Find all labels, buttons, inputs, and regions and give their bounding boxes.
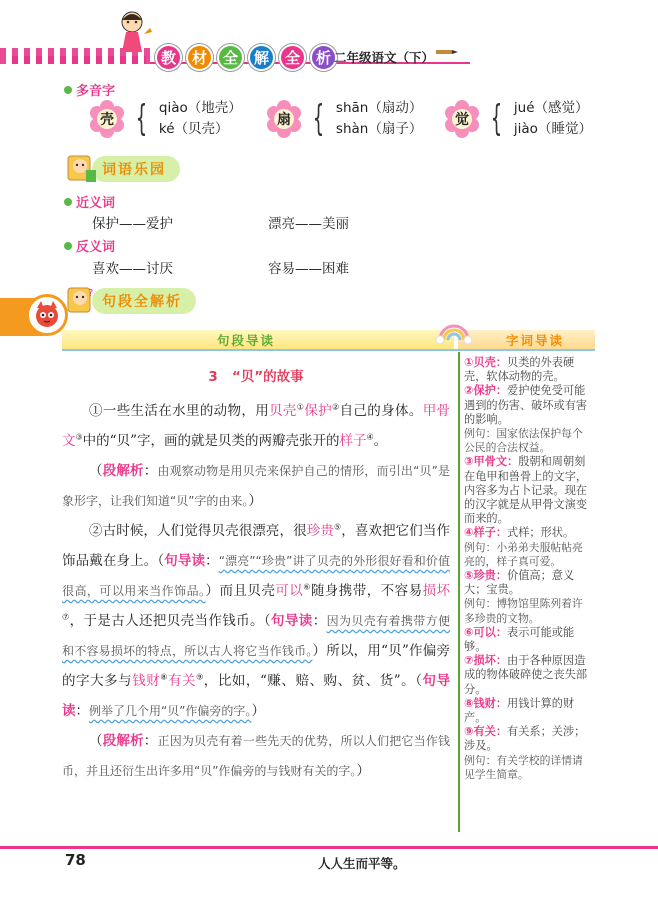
flower-icon: 壳 [88, 100, 126, 138]
flower-icon: 觉 [443, 100, 481, 138]
polyphone-item [443, 98, 592, 140]
antonym-label: 反义词 [64, 236, 115, 255]
bullet-dot [64, 198, 72, 206]
book-kid-icon [66, 284, 98, 318]
note-item: ②保护：爱护使免受可能遇到的伤害、破坏或有害的影响。 [464, 384, 588, 426]
key-word: 保护 [304, 403, 333, 419]
key-word: 样子 [339, 433, 367, 449]
note-example: 例句：国家依法保护每个公民的合法权益。 [464, 427, 583, 455]
pencil-icon [436, 47, 458, 57]
juduan-title: 句段全解析 [92, 288, 196, 314]
polyphone-item [88, 98, 242, 140]
section-bar-right [458, 330, 595, 350]
note-item: ⑧钱财：用钱计算的财产。 [464, 696, 575, 725]
bullet-dot [64, 86, 72, 94]
note-item: ①贝壳：贝类的外表硬壳，软体动物的壳。 [464, 356, 575, 384]
page-header [0, 0, 658, 85]
readings: jué（感觉） jiào（睡觉） [513, 100, 592, 137]
guide-note: “漂亮”“珍贵”讲了贝壳的外形很好看和价值很高，可以用来当作饰品。 [62, 554, 450, 598]
title-char: 全 [279, 44, 306, 71]
note-example: 例句：有关学校的详情请见学生简章。 [464, 753, 583, 781]
mascot-icon [112, 8, 152, 58]
antonym-pair: 喜欢——讨厌 [92, 261, 173, 277]
flower-icon: 扇 [265, 100, 303, 138]
guide-note: 例举了几个用“贝”作偏旁的字。 [89, 704, 252, 718]
key-word: 损坏 [422, 583, 451, 599]
brace: { [135, 98, 148, 139]
rainbow-cloud-icon [434, 320, 474, 344]
footer-motto: 人人生而平等。 [318, 856, 406, 871]
title-char: 全 [217, 44, 244, 71]
readings: shān（扇动） shàn（扇子） [335, 100, 423, 137]
grade-label: 二年级语文（下） [334, 50, 435, 65]
key-word: 钱财 [132, 673, 161, 689]
key-word: 甲骨文 [62, 403, 451, 449]
footer-rule [0, 846, 658, 849]
paragraph-1: ①一些生活在水里的动物，用贝壳①保护②自己的身体。甲骨文③中的“贝”字，画的就是贝类的两瓣壳张开的样子④。 [62, 402, 451, 449]
page-number: 78 [65, 851, 86, 869]
bar-left-label: 句段导读 [217, 333, 276, 348]
svg-text:?: ? [88, 288, 94, 299]
analysis-1: （段解析：由观察动物是用贝壳来保护自己的情形，而引出“贝”是象形字，让我们知道“贝”字的由来。） [62, 463, 451, 509]
polyphone-item [265, 98, 422, 140]
title-char: 析 [310, 44, 337, 71]
guide-note: 因为贝壳有着携带方便和不容易损坏的特点，所以古人将它当作钱币。 [62, 614, 451, 658]
synonym-pair: 保护——爱护 [92, 216, 173, 232]
brace: { [490, 98, 503, 139]
title-char: 材 [186, 44, 213, 71]
vocab-notes [458, 352, 595, 832]
note-item: ⑨有关：有关系；关涉；涉及。 [464, 725, 586, 753]
polyphone-label: 多音字 [64, 80, 115, 99]
analysis-2: （段解析：正因为贝壳有着一些先天的优势，所以人们把它当作钱币，并且还衍生出许多用“贝”作偏旁的与钱财有关的字。） [62, 733, 451, 779]
readings: qiào（地壳） ké（贝壳） [158, 100, 242, 137]
antonym-pair: 容易——困难 [268, 261, 349, 277]
key-word: 贝壳 [269, 403, 297, 419]
ciyu-banner [66, 152, 180, 186]
note-example: 例句：博物馆里陈列着许多珍贵的文物。 [464, 597, 583, 625]
bullet-dot [64, 242, 72, 250]
paragraph-2: ②古时候，人们觉得贝壳很漂亮，很珍贵⑤，喜欢把它们当作饰品戴在身上。（句导读：“漂亮”“珍贵”讲了贝壳的外形很好看和价值很高，可以用来当作饰品。）而且贝壳可以⑥随身携带，不容易损坏⑦，于是古人还把贝壳当作钱币。（句导读：因为贝壳有着携带方便和不容易损坏的特点，所以古人将它当作钱币。）所以，用“贝”作偏旁的字大多与钱财⑧有关⑨，比如，“赚、赔、购、贫、货”。（句导读：例举了几个用“贝”作偏旁的字。） [62, 522, 451, 719]
passage [62, 362, 450, 786]
bar-right-label: 字词导读 [506, 333, 565, 348]
note-item: ⑦损坏：由于各种原因造成的物体破碎使之丧失部分。 [464, 654, 588, 696]
title-char: 解 [248, 44, 275, 71]
note-example: 例句：小弟弟夫服帖帖亮亮的，样子真可爱。 [464, 540, 583, 568]
title-char: 教 [155, 44, 182, 71]
note-item: ④样子：式样；形状。 [464, 526, 575, 540]
note-item: ⑤珍贵：价值高；意义大；宝贵。 [464, 569, 575, 597]
juduan-banner [66, 284, 196, 318]
note-item: ③甲骨文：殷朝和周朝刻在龟甲和兽骨上的文字，内容多为占卜记录。现在的汉字就是从甲骨文演变而来的。 [464, 455, 588, 526]
key-word: 有关 [168, 673, 197, 689]
key-word: 可以 [275, 583, 304, 599]
section-bar-left [62, 330, 454, 350]
synonym-label: 近义词 [64, 192, 115, 211]
passage-title: 3 “贝”的故事 [208, 369, 304, 385]
brace: { [312, 98, 325, 139]
note-item: ⑥可以：表示可能或能够。 [464, 625, 575, 654]
book-kid-icon [66, 152, 98, 186]
series-title [155, 44, 337, 71]
key-word: 珍贵 [306, 523, 334, 539]
synonym-pair: 漂亮——美丽 [268, 216, 349, 232]
ciyu-title: 词语乐园 [92, 156, 180, 182]
bar-rule [62, 349, 595, 351]
